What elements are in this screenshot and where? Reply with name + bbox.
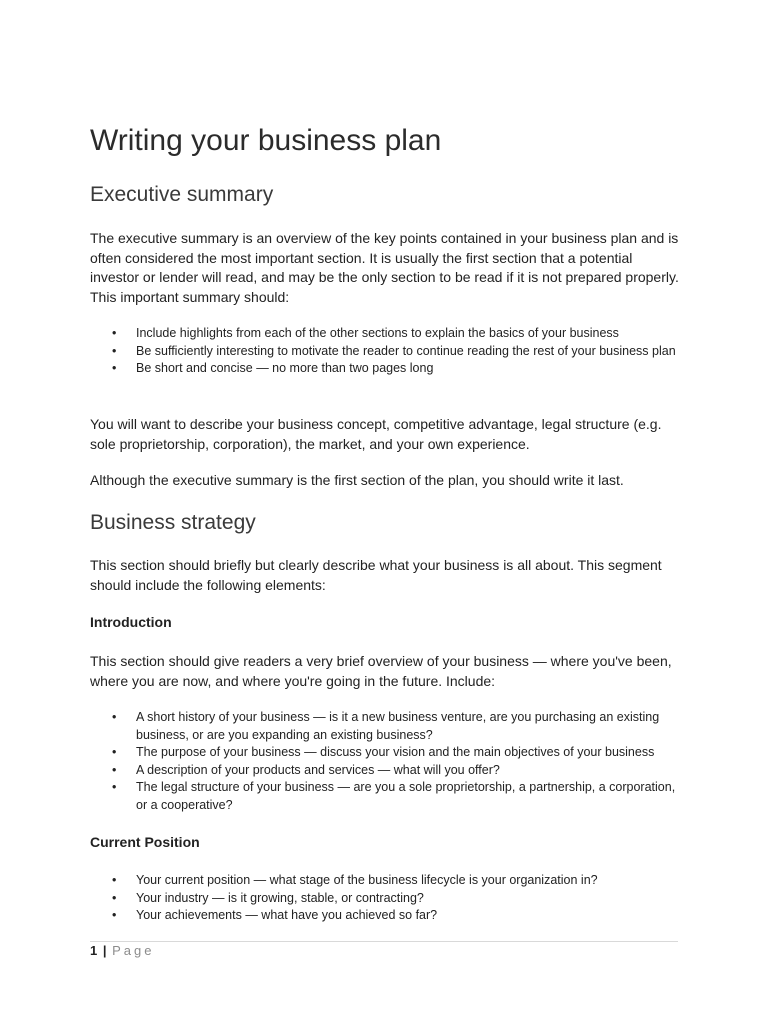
- list-item: • Your industry — is it growing, stable, or contracting?: [90, 890, 680, 908]
- list-item: • Your current position — what stage of the business lifecycle is your organization in?: [90, 872, 680, 890]
- footer-separator: |: [102, 943, 107, 958]
- list-item: • Be sufficiently interesting to motivate the reader to continue reading the rest of your business plan: [90, 343, 680, 361]
- footer-divider: [90, 941, 678, 942]
- executive-summary-heading: Executive summary: [90, 183, 274, 206]
- current-position-list: [90, 872, 680, 925]
- page-footer: [90, 943, 155, 958]
- page-title: Writing your business plan: [90, 124, 442, 157]
- executive-summary-intro: The executive summary is an overview of the key points contained in your business plan and is often considered the most important section. It is usually the first section that a potential investor or lender will read, and may be the only section to be read if it is not prepared properly. This important summary should:: [90, 230, 679, 305]
- executive-summary-paragraph-2: You will want to describe your business concept, competitive advantage, legal structure (e.g. sole proprietorship, corporation), the market, and your own experience.: [90, 416, 662, 452]
- list-item: • Your achievements — what have you achieved so far?: [90, 907, 680, 925]
- executive-summary-paragraph-3: Although the executive summary is the first section of the plan, you should write it last.: [90, 472, 624, 488]
- list-item: • The legal structure of your business — are you a sole proprietorship, a partnership, a corporation, or a cooperative?: [90, 779, 680, 814]
- list-item: • A description of your products and services — what will you offer?: [90, 762, 680, 780]
- page-number: 1: [90, 943, 98, 958]
- list-item: • Be short and concise — no more than two pages long: [90, 360, 680, 378]
- list-item: • A short history of your business — is it a new business venture, are you purchasing an existing business, or are you expanding an existing business?: [90, 709, 680, 744]
- current-position-heading: Current Position: [90, 834, 200, 850]
- page-label: Page: [112, 943, 155, 958]
- executive-summary-list: [90, 325, 680, 378]
- introduction-text: This section should give readers a very brief overview of your business — where you've been, where you are now, and where you're going in the future. Include:: [90, 653, 672, 689]
- introduction-list: [90, 709, 680, 814]
- list-item: • The purpose of your business — discuss your vision and the main objectives of your business: [90, 744, 680, 762]
- list-item: • Include highlights from each of the other sections to explain the basics of your business: [90, 325, 680, 343]
- business-strategy-heading: Business strategy: [90, 511, 256, 534]
- introduction-heading: Introduction: [90, 614, 172, 630]
- business-strategy-intro: This section should briefly but clearly describe what your business is all about. This segment should include the following elements:: [90, 557, 662, 593]
